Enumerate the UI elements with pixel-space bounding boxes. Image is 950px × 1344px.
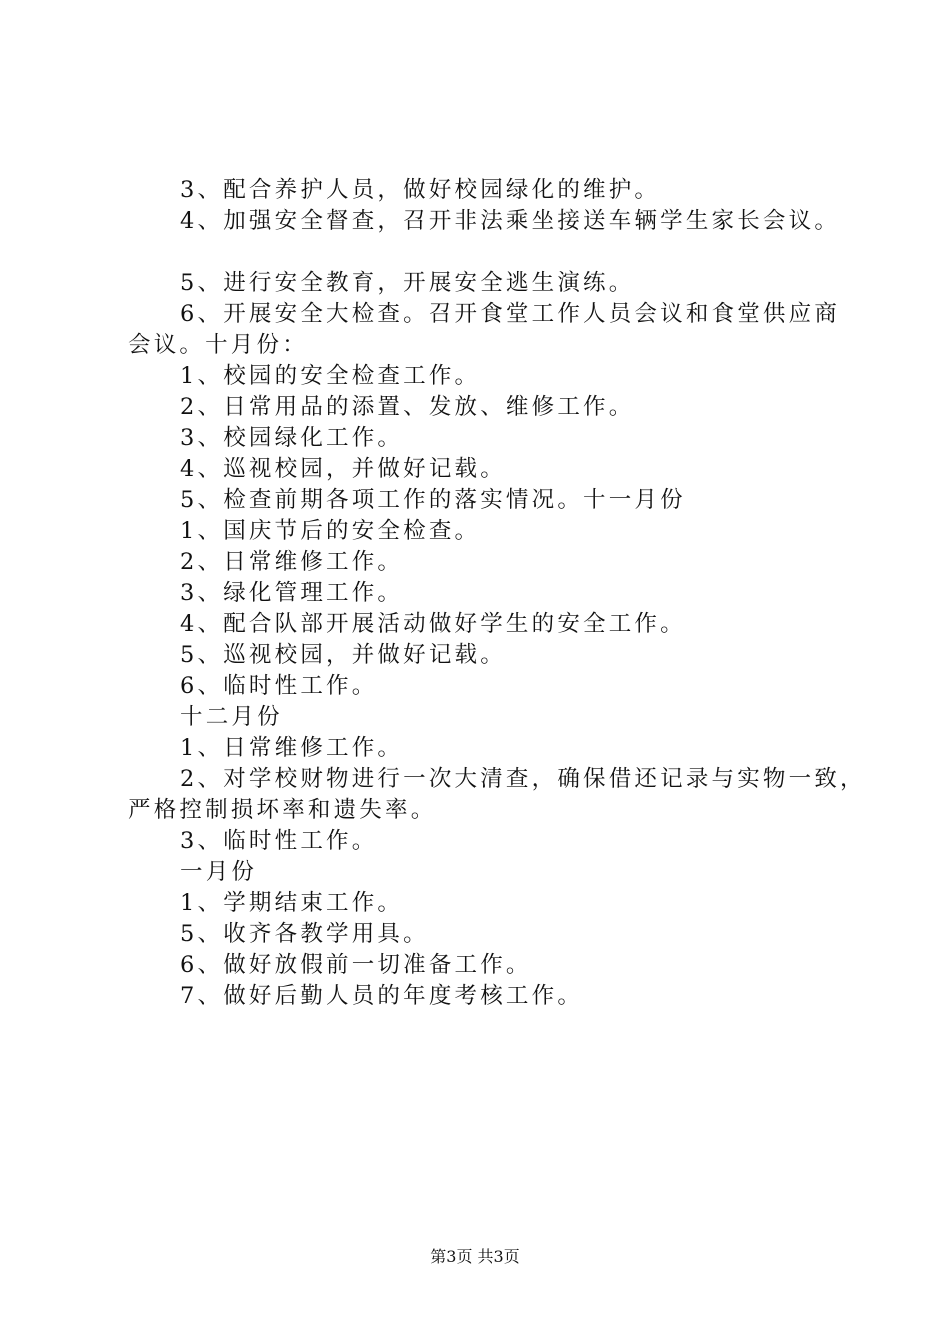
paragraph-gap bbox=[128, 237, 838, 268]
text-line: 5、巡视校园，并做好记载。 bbox=[180, 642, 506, 668]
text-line: 5、收齐各教学用具。 bbox=[180, 921, 429, 947]
text-line: 6、临时性工作。 bbox=[180, 673, 378, 699]
text-line: 严格控制损坏率和遗失率。 bbox=[128, 797, 437, 823]
text-line: 6、做好放假前一切准备工作。 bbox=[180, 952, 532, 978]
document-body bbox=[128, 175, 866, 1012]
text-line: 2、日常维修工作。 bbox=[180, 549, 404, 575]
text-line: 4、配合队部开展活动做好学生的安全工作。 bbox=[180, 611, 686, 637]
text-line: 4、巡视校园，并做好记载。 bbox=[180, 456, 506, 482]
text-line: 5、进行安全教育，开展安全逃生演练。 bbox=[180, 270, 635, 296]
text-line: 1、日常维修工作。 bbox=[180, 735, 404, 761]
page-number-footer: 第3页 共3页 bbox=[430, 1247, 520, 1266]
text-line: 1、校园的安全检查工作。 bbox=[180, 363, 481, 389]
text-line: 1、国庆节后的安全检查。 bbox=[180, 518, 481, 544]
text-line: 7、做好后勤人员的年度考核工作。 bbox=[180, 983, 584, 1009]
text-line: 3、绿化管理工作。 bbox=[180, 580, 404, 606]
text-line: 会议。十月份： bbox=[128, 332, 308, 358]
text-line: 5、检查前期各项工作的落实情况。十一月份 bbox=[180, 487, 686, 513]
text-line: 1、学期结束工作。 bbox=[180, 890, 404, 916]
text-line: 2、日常用品的添置、发放、维修工作。 bbox=[180, 394, 635, 420]
text-line: 3、校园绿化工作。 bbox=[180, 425, 404, 451]
text-line: 3、配合养护人员，做好校园绿化的维护。 bbox=[180, 177, 661, 203]
text-line: 3、临时性工作。 bbox=[180, 828, 378, 854]
text-line: 2、对学校财物进行一次大清查，确保借还记录与实物一致， bbox=[180, 766, 866, 792]
section-heading: 十二月份 bbox=[180, 704, 283, 730]
text-line: 6、开展安全大检查。召开食堂工作人员会议和食堂供应商 bbox=[180, 301, 841, 327]
section-heading: 一月份 bbox=[180, 859, 258, 885]
text-line: 4、加强安全督查，召开非法乘坐接送车辆学生家长会议。 bbox=[180, 208, 841, 234]
